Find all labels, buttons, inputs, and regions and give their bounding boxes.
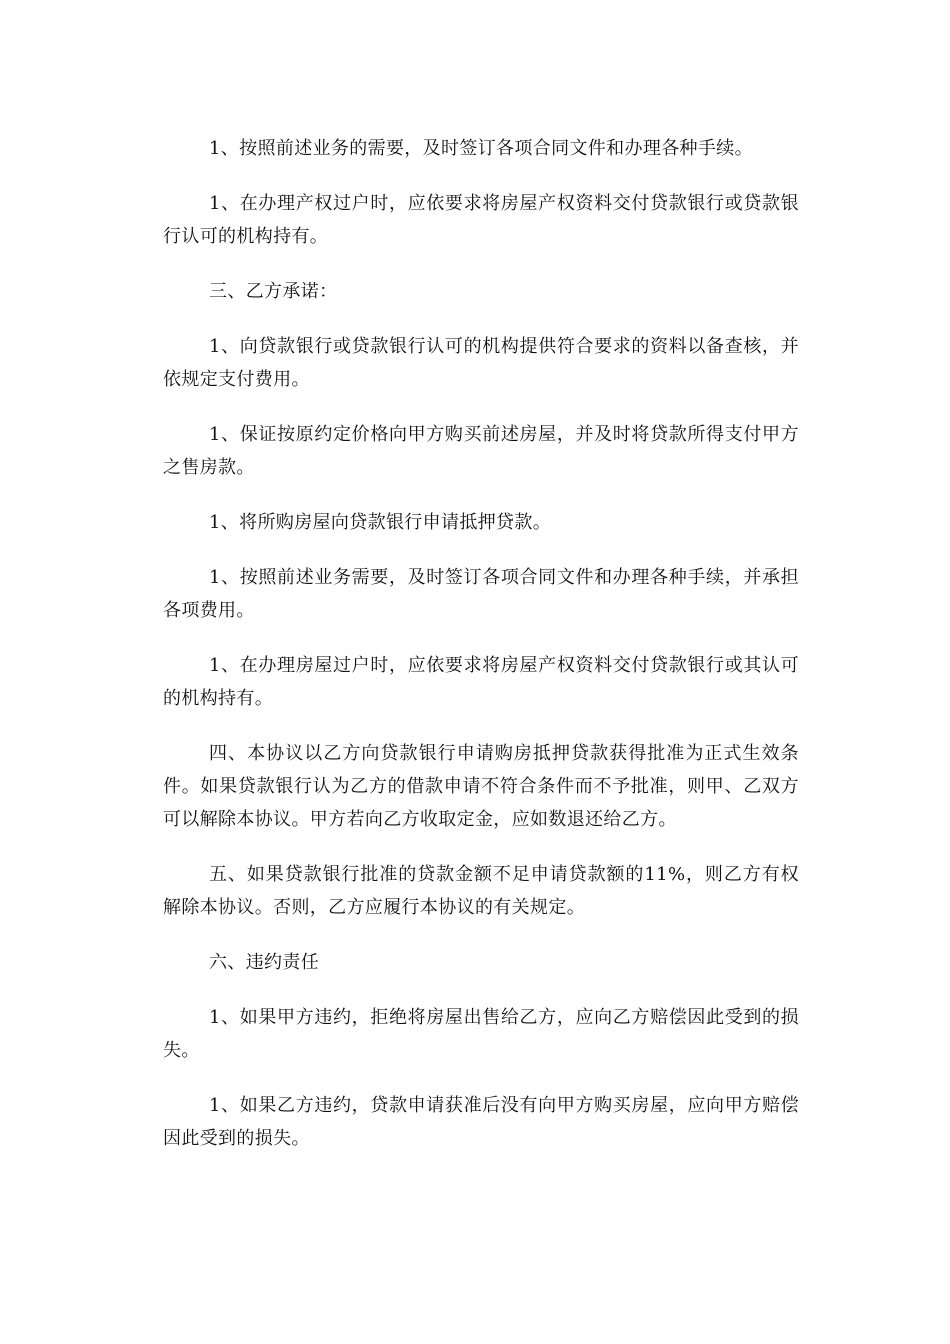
section-4-effective-condition: 四、本协议以乙方向贷款银行申请购房抵押贷款获得批准为正式生效条件。如果贷款银行认为乙方的借款申请不符合条件而不予批准，则甲、乙双方可以解除本协议。甲方若向乙方收取定金，应如数退还给乙方。: [163, 743, 799, 830]
paragraph-7: 1、按照前述业务需要，及时签订各项合同文件和办理各种手续，并承担各项费用。: [163, 567, 799, 621]
section-heading-liability: 六、违约责任: [209, 952, 320, 973]
paragraph-2: 1、在办理产权过户时，应依要求将房屋产权资料交付贷款银行或贷款银行认可的机构持有。: [163, 193, 799, 247]
paragraph-4: 1、向贷款银行或贷款银行认可的机构提供符合要求的资料以备查核，并依规定支付费用。: [163, 336, 799, 390]
paragraph-5: 1、保证按原约定价格向甲方购买前述房屋，并及时将贷款所得支付甲方之售房款。: [163, 424, 799, 478]
section-5-loan-amount: 五、如果贷款银行批准的贷款金额不足申请贷款额的11%，则乙方有权解除本协议。否则，乙方应履行本协议的有关规定。: [163, 864, 799, 918]
paragraph-12: 1、如果甲方违约，拒绝将房屋出售给乙方，应向乙方赔偿因此受到的损失。: [163, 1007, 799, 1061]
paragraph-8: 1、在办理房屋过户时，应依要求将房屋产权资料交付贷款银行或其认可的机构持有。: [163, 655, 799, 709]
paragraph-1: 1、按照前述业务的需要，及时签订各项合同文件和办理各种手续。: [209, 138, 753, 159]
paragraph-13: 1、如果乙方违约，贷款申请获准后没有向甲方购买房屋，应向甲方赔偿因此受到的损失。: [163, 1095, 799, 1149]
paragraph-6: 1、将所购房屋向贷款银行申请抵押贷款。: [209, 512, 552, 533]
section-heading-party-b-promises: 三、乙方承诺：: [209, 281, 338, 302]
document-body: [163, 132, 799, 1177]
